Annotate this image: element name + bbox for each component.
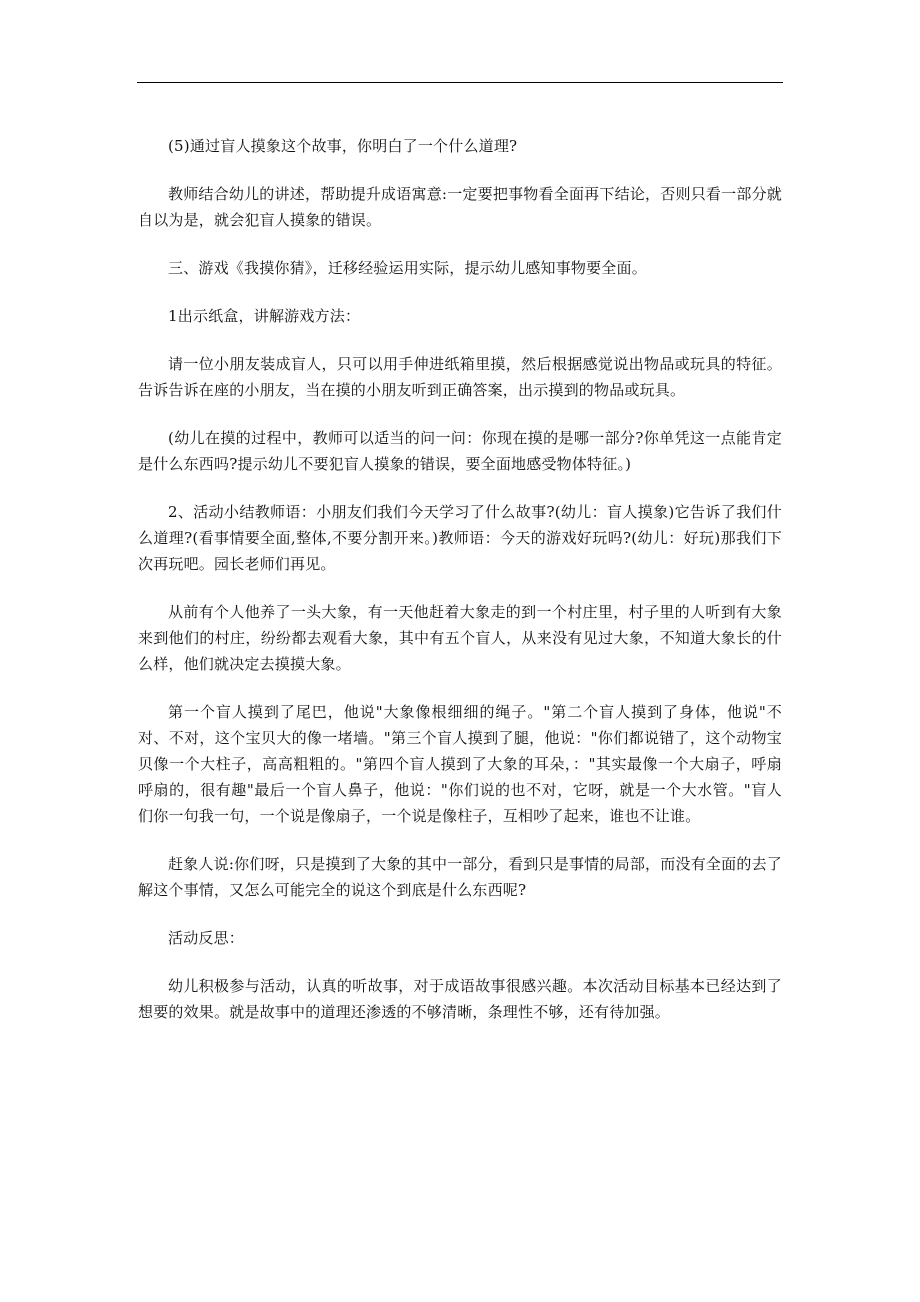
document-body xyxy=(138,133,782,1047)
header-rule xyxy=(137,82,783,83)
paragraph-question: (5)通过盲人摸象这个故事，你明白了一个什么道理? xyxy=(168,137,518,155)
paragraph-elephant-keeper: 赶象人说:你们呀，只是摸到了大象的其中一部分，看到只是事情的局部，而没有全面的去了解这个事情，又怎么可能完全的说这个到底是什么东西呢? xyxy=(138,855,782,899)
paragraph-story-intro: 从前有个人他养了一头大象，有一天他赶着大象走的到一个村庄里，村子里的人听到有大象来到他们的村庄，纷纷都去观看大象，其中有五个盲人，从来没有见过大象，不知道大象长的什么样，他们就决定去摸摸大象。 xyxy=(138,603,782,673)
paragraph-game-title: 三、游戏《我摸你猜》，迁移经验运用实际，提示幼儿感知事物要全面。 xyxy=(168,259,647,277)
paragraph-reflection-heading: 活动反思： xyxy=(168,929,245,947)
paragraph-show-box: 1出示纸盒，讲解游戏方法： xyxy=(168,307,361,325)
paragraph-reflection: 幼儿积极参与活动，认真的听故事，对于成语故事很感兴趣。本次活动目标基本已经达到了想要的效果。就是故事中的道理还渗透的不够清晰，条理性不够，还有待加强。 xyxy=(138,977,782,1021)
paragraph-activity-summary: 2、活动小结教师语：小朋友们我们今天学习了什么故事?(幼儿：盲人摸象)它告诉了我们什么道理?(看事情要全面,整体,不要分割开来。)教师语：今天的游戏好玩吗?(幼儿：好玩)那我们下次再玩吧。园长老师们再见。 xyxy=(138,503,782,573)
paragraph-teacher-summary: 教师结合幼儿的讲述，帮助提升成语寓意:一定要把事物看全面再下结论，否则只看一部分就自以为是，就会犯盲人摸象的错误。 xyxy=(138,185,782,229)
paragraph-teacher-question: (幼儿在摸的过程中，教师可以适当的问一问：你现在摸的是哪一部分?你单凭这一点能肯定是什么东西吗?提示幼儿不要犯盲人摸象的错误，要全面地感受物体特征。) xyxy=(138,429,782,473)
paragraph-game-method: 请一位小朋友装成盲人，只可以用手伸进纸箱里摸，然后根据感觉说出物品或玩具的特征。告诉告诉在座的小朋友，当在摸的小朋友听到正确答案，出示摸到的物品或玩具。 xyxy=(138,355,782,399)
paragraph-story-blind-men: 第一个盲人摸到了尾巴，他说"大象像根细细的绳子。"第二个盲人摸到了身体，他说"不对、不对，这个宝贝大的像一堵墙。"第三个盲人摸到了腿，他说："你们都说错了，这个动物宝贝像一个大柱子，高高粗粗的。"第四个盲人摸到了大象的耳朵，："其实最像一个大扇子，呼扇呼扇的，很有趣"最后一个盲人鼻子，他说："你们说的也不对，它呀，就是一个大水管。"盲人们你一句我一句，一个说是像扇子，一个说是像柱子，互相吵了起来，谁也不让谁。 xyxy=(138,703,782,825)
